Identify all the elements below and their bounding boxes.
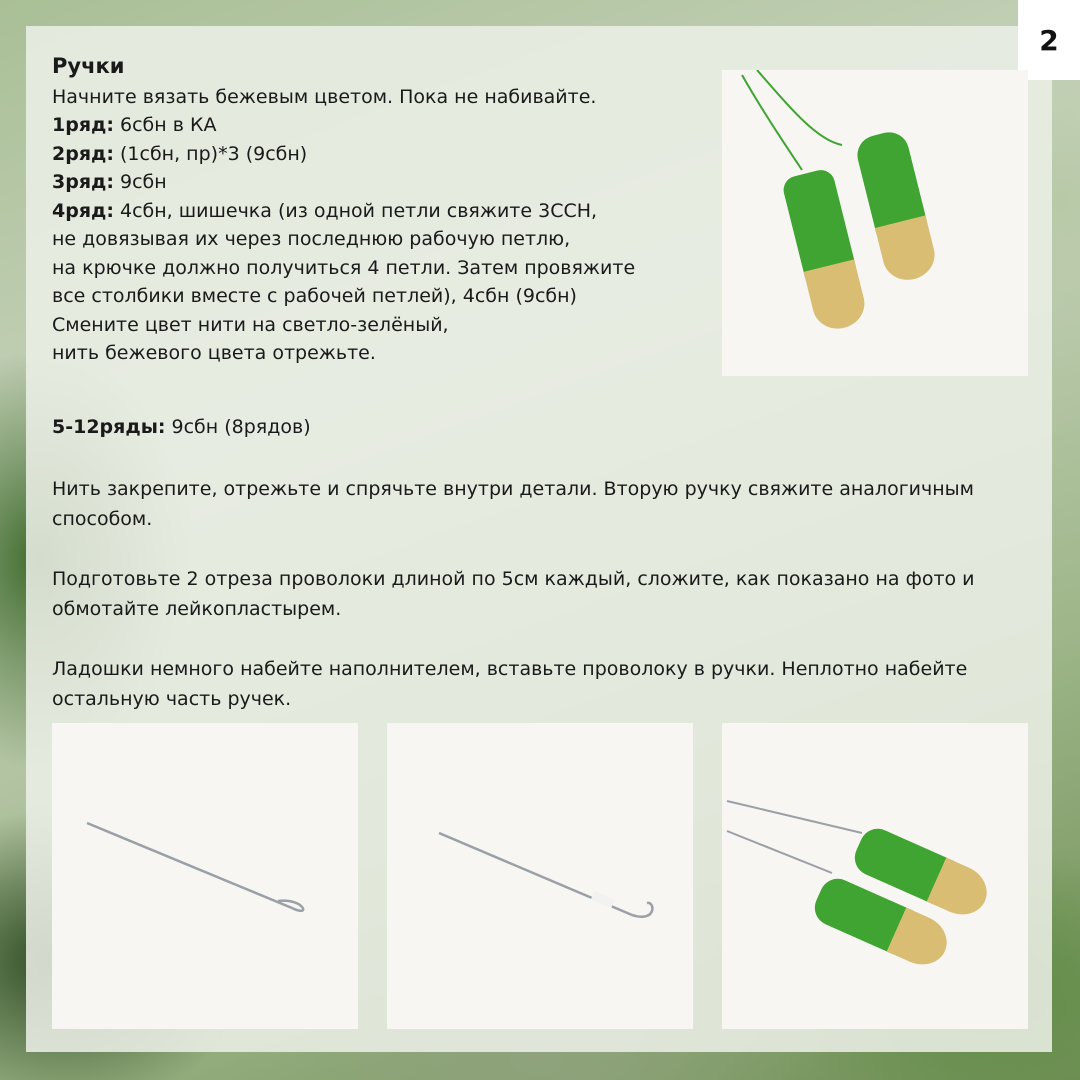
row-text: 9сбн (113, 171, 167, 193)
color-change-text: Смените цвет нити на светло-зелёный, (52, 313, 449, 336)
paragraph-finish (52, 474, 1032, 534)
photo-wire-loop (52, 723, 358, 1029)
row-4 (52, 197, 692, 226)
rows-5-12 (52, 412, 1032, 442)
row-4-continued: все столбики вместе с рабочей петлей), 4сбн (9сбн) (52, 285, 577, 307)
paragraph-line: Нить закрепите, отрежьте и спрячьте внутри детали. Вторую ручку свяжите аналогичным (52, 478, 975, 500)
instructions-top (52, 52, 692, 368)
photo-arms-with-wire (722, 723, 1028, 1029)
photo-crocheted-arms (722, 70, 1028, 376)
paragraph-line: остальную часть ручек. (52, 688, 292, 710)
row-label: 2ряд: (52, 142, 114, 165)
page-number: 2 (1018, 0, 1080, 80)
row-label: 4ряд: (52, 199, 114, 222)
section-title: Ручки (52, 54, 125, 78)
photo-wire-taped (387, 723, 693, 1029)
row-text: 9сбн (8рядов) (165, 416, 311, 438)
row-4-continued: не довязывая их через последнюю рабочую петлю, (52, 228, 571, 250)
paragraph-line: обмотайте лейкопластырем. (52, 598, 342, 620)
row-label: 3ряд: (52, 171, 114, 193)
paragraph-line: Ладошки немного набейте наполнителем, вставьте проволоку в ручки. Неплотно набейте (52, 658, 968, 680)
row-3 (52, 168, 692, 197)
cut-thread-text: нить бежевого цвета отрежьте. (52, 342, 376, 364)
paragraph-line: Подготовьте 2 отреза проволоки длиной по 5см каждый, сложите, как показано на фото и (52, 568, 975, 590)
row-1 (52, 111, 692, 140)
intro-text: Начните вязать бежевым цветом. Пока не набивайте. (52, 85, 597, 108)
paragraph-wire (52, 564, 1032, 624)
row-label: 5-12ряды: (52, 416, 166, 438)
paragraph-line: способом. (52, 508, 153, 530)
row-label: 1ряд: (52, 114, 114, 136)
paragraph-stuffing (52, 654, 1032, 714)
row-text: 6сбн в КА (113, 114, 217, 136)
row-2 (52, 140, 692, 169)
row-text: 4сбн, шишечка (из одной петли свяжите 3ССН, (113, 199, 598, 222)
row-4-continued: на крючке должно получиться 4 петли. Затем провяжите (52, 256, 636, 279)
row-text: (1сбн, пр)*3 (9сбн) (113, 142, 308, 165)
